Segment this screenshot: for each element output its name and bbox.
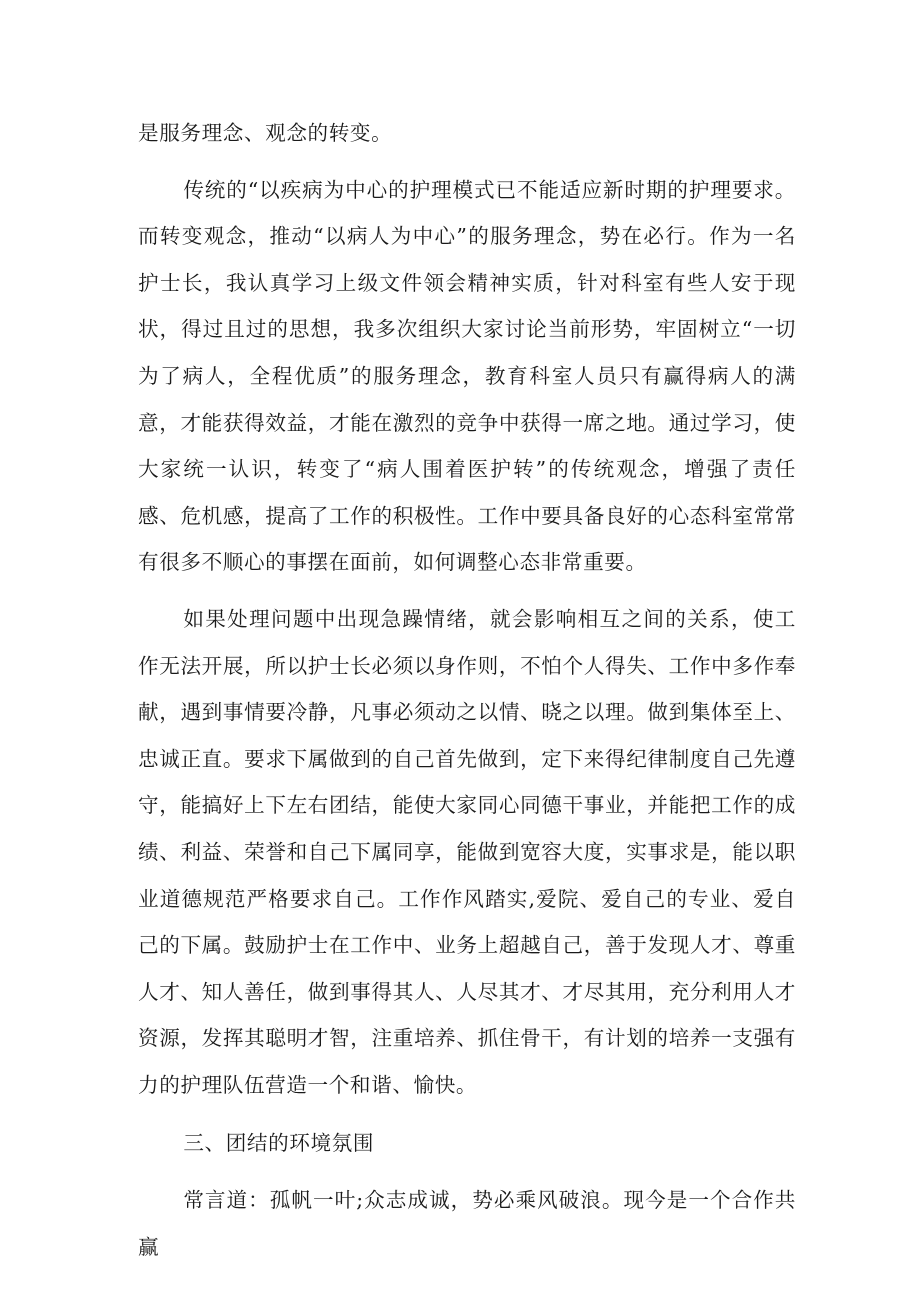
section-heading-unity: 三、团结的环境氛围: [183, 1131, 375, 1156]
paragraph-continuation: 是服务理念、观念的转变。: [138, 121, 393, 145]
document-page: [138, 110, 796, 1270]
paragraph-head-nurse-conduct: 如果处理问题中出现急躁情绪，就会影响相互之间的关系，使工作无法开展，所以护士长必须以身作则，不怕个人得失、工作中多作奉献，遇到事情要冷静，凡事必须动之以情、晓之以理。做到集体至上、忠诚正直。要求下属做到的自己首先做到，定下来得纪律制度自己先遵守，能搞好上下左右团结，能使大家同心同德干事业，并能把工作的成绩、利益、荣誉和自己下属同享，能做到宽容大度，实事求是，能以职业道德规范严格要求自己。工作作风踏实,爱院、爱自己的专业、爱自己的下属。鼓励护士在工作中、业务上超越自己，善于发现人才、尊重人才、知人善任，做到事得其人、人尽其才、才尽其用，充分利用人才资源，发挥其聪明才智，注重培养、抓住骨干，有计划的培养一支强有力的护理队伍营造一个和谐、愉快。: [138, 606, 796, 1097]
paragraph-proverb: 常言道：孤帆一叶;众志成诚，势必乘风破浪。现今是一个合作共赢: [138, 1188, 796, 1259]
paragraph-service-concept: 传统的“以疾病为中心的护理模式已不能适应新时期的护理要求。而转变观念，推动“以病人为中心”的服务理念，势在必行。作为一名护士长，我认真学习上级文件领会精神实质，针对科室有些人安于现状，得过且过的思想，我多次组织大家讨论当前形势，牢固树立“一切为了病人，全程优质”的服务理念，教育科室人员只有赢得病人的满意，才能获得效益，才能在激烈的竞争中获得一席之地。通过学习，使大家统一认识，转变了“病人围着医护转”的传统观念，增强了责任感、危机感，提高了工作的积极性。工作中要具备良好的心态科室常常有很多不顺心的事摆在面前，如何调整心态非常重要。: [138, 177, 796, 575]
